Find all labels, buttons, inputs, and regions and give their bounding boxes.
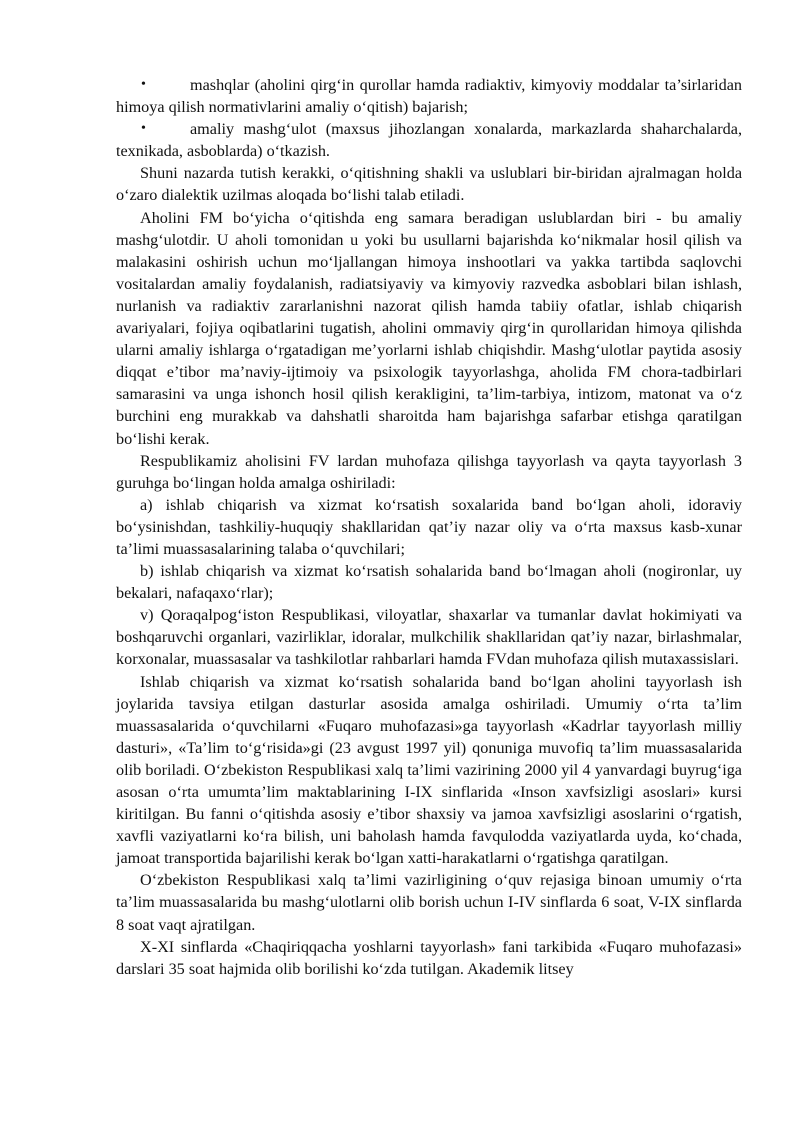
bullet-item-practical-lessons	[116, 118, 742, 162]
bullet-text: amaliy mashg‘ulot (maxsus jihozlangan xonalarda, markazlarda shaharchalarda, texnikada, asboblarda) o‘tkazish.	[116, 120, 742, 161]
bullet-item-exercises	[116, 74, 742, 118]
bullet-text: mashqlar (aholini qirg‘in qurollar hamda radiaktiv, kimyoviy moddalar ta’sirlaridan himoya qilish normativlarini amaliy o‘qitish) bajarish;	[116, 76, 742, 117]
paragraph: Ishlab chiqarish va xizmat ko‘rsatish sohalarida band bo‘lgan aholini tayyorlash ish joylarida tavsiya etilgan dasturlar asosida amalga oshiriladi. Umumiy o‘rta ta’lim muassasalarida o‘quvchilarni «Fuqaro muhofazasi»ga tayyorlash «Kadrlar tayyorlash milliy dasturi», «Ta’lim to‘g‘risida»gi (23 avgust 1997 yil) qonuniga muvofiq ta’lim muassasalarida olib boriladi. O‘zbekiston Respublikasi xalq ta’limi vazirining 2000 yil 4 yanvardagi buyrug‘iga asosan o‘rta umumta’lim maktablarining I-IX sinflarida «Inson xavfsizligi asoslari» kursi kiritilgan. Bu fanni o‘qitishda asosiy e’tibor shaxsiy va jamoa xavfsizligi asoslarini o‘rgatish, xavfli vaziyatlarni ko‘ra bilish, uni baholash hamda favqulodda vaziyatlarda uyda, ko‘chada, jamoat transportida bajarilishi kerak bo‘lgan xatti-harakatlarni o‘rgatishga qaratilgan.	[116, 672, 742, 868]
paragraph: Shuni nazarda tutish kerakki, o‘qitishning shakli va uslublari bir-biridan ajralmagan holda o‘zaro dialektik uzilmas aloqada bo‘lishi talab etiladi.	[116, 164, 742, 205]
bullet-marker: •	[141, 77, 146, 92]
paragraph: Aholini FM bo‘yicha o‘qitishda eng samara beradigan uslublardan biri - bu amaliy mashg‘ulotdir. U aholi tomonidan u yoki bu usullarni bajarishda ko‘nikmalar hosil qilish va malakasini oshirish uchun mo‘ljallangan himoya inshootlari va yakka tartibda saqlovchi vositalardan amaliy foydalanish, radiatsiyaviy va kimyoviy razvedka asboblari bilan ishlash, nurlanish va radiaktiv zararlanishni nazorat qilish hamda tabiiy ofatlar, ishlab chiqarish avariyalari, fojiya oqibatlarini tugatish, aholini ommaviy qirg‘in qurollaridan himoya qilishda ularni amaliy ishlarga o‘rgatadigan me’yorlarni ishlab chiqishdir. Mashg‘ulotlar paytida asosiy diqqat e’tibor ma’naviy-ijtimoiy va psixologik tayyorlashga, aholida FM chora-tadbirlari samarasini va unga ishonch hosil qilish kerakligini, ta’lim-tarbiya, intizom, matonat va o‘z burchini eng murakkab va dahshatli sharoitda ham bajarishga safarbar etishga qaratilgan bo‘lishi kerak.	[116, 208, 742, 448]
paragraph: Respublikamiz aholisini FV lardan muhofaza qilishga tayyorlash va qayta tayyorlash 3 guruhga bo‘lingan holda amalga oshiriladi:	[116, 451, 742, 492]
paragraph: O‘zbekiston Respublikasi xalq ta’limi vazirligining o‘quv rejasiga binoan umumiy o‘rta ta’lim muassasalarida bu mashg‘ulotlarni olib borish uchun I-IV sinflarda 6 soat, V-IX sinflarda 8 soat vaqt ajratilgan.	[116, 871, 742, 934]
paragraph: X-XI sinflarda «Chaqiriqqacha yoshlarni tayyorlash» fani tarkibida «Fuqaro muhofazasi» darslari 35 soat hajmida olib borilishi ko‘zda tutilgan. Akademik litsey	[116, 937, 742, 978]
paragraph-list-item-v: v) Qoraqalpog‘iston Respublikasi, viloyatlar, shaxarlar va tumanlar davlat hokimiyati va boshqaruvchi organlari, vazirliklar, idoralar, mulkchilik shakllaridan qat’iy nazar, birlashmalar, korxonalar, muassasalar va tashkilotlar rahbarlari hamda FVdan muhofaza qilish mutaxassislari.	[116, 606, 742, 669]
document-page	[116, 74, 742, 980]
bullet-marker: •	[141, 121, 146, 137]
paragraph-list-item-a: a) ishlab chiqarish va xizmat ko‘rsatish soxalarida band bo‘lgan aholi, idoraviy bo‘ysinishdan, tashkiliy-huquqiy shakllaridan qat’iy nazar oliy va o‘rta maxsus kasb-xunar ta’limi muassasalarining talaba o‘quvchilari;	[116, 495, 742, 558]
paragraph-list-item-b: b) ishlab chiqarish va xizmat ko‘rsatish sohalarida band bo‘lmagan aholi (nogironlar, uy bekalari, nafaqaxo‘rlar);	[116, 562, 742, 603]
